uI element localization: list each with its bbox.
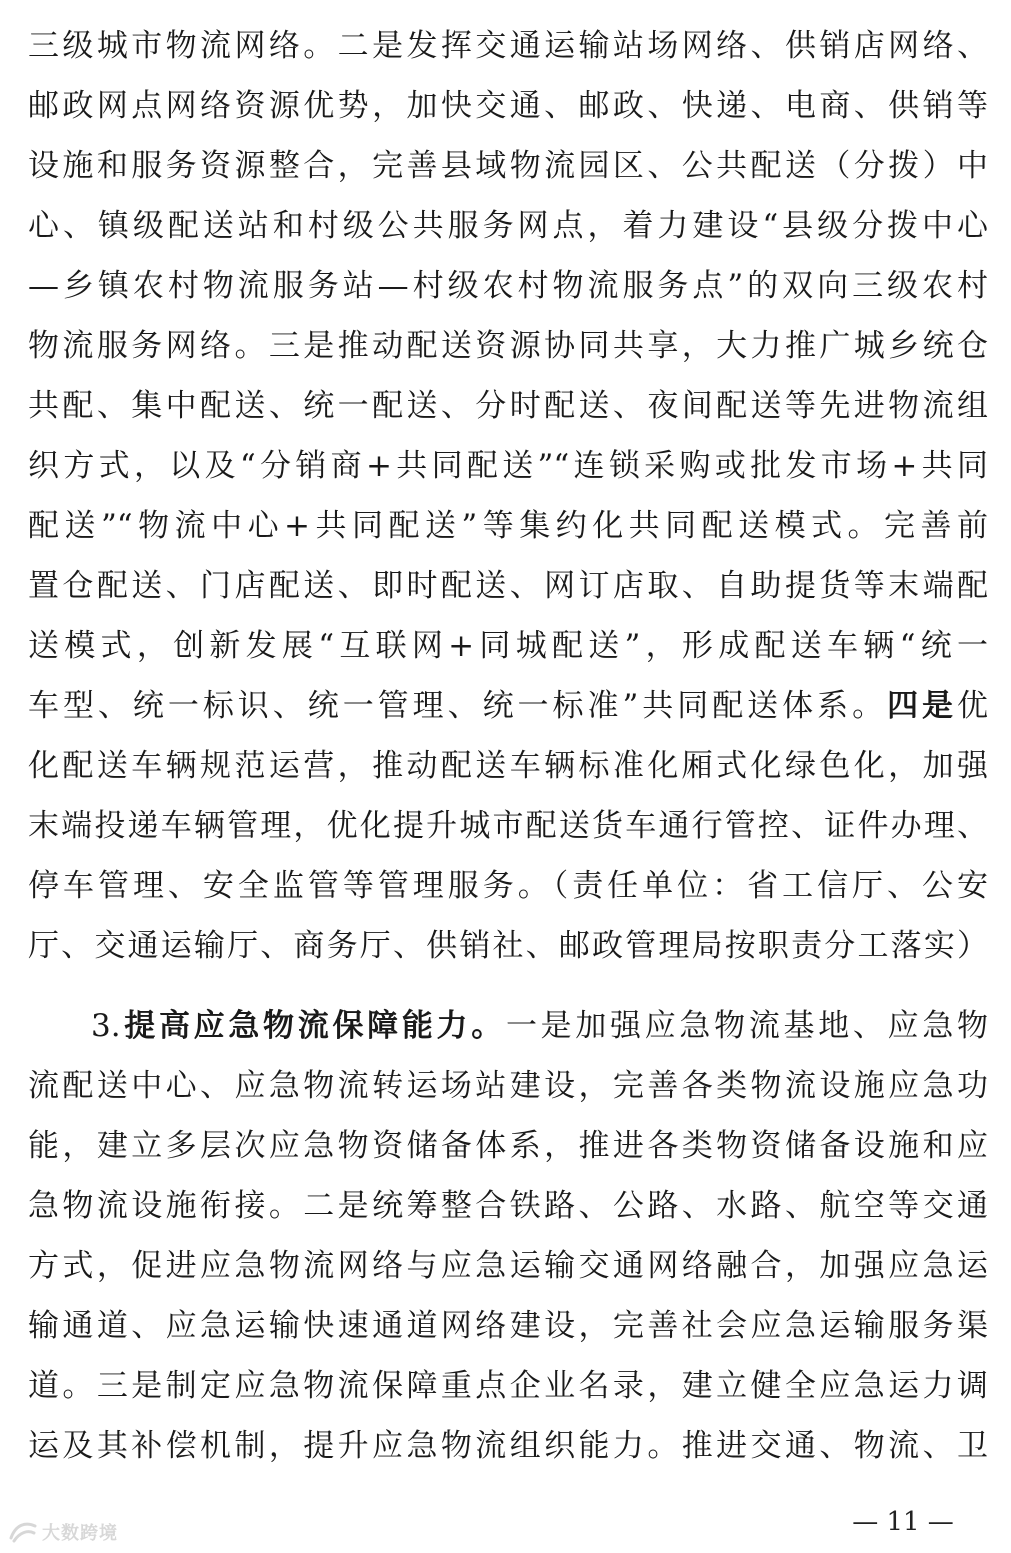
text-line: 共配、集中配送、统一配送、分时配送、夜间配送等先进物流组 — [28, 388, 988, 424]
text-line: 末端投递车辆管理，优化提升城市配送货车通行管控、证件办理、 — [28, 808, 988, 844]
text-line: 能，建立多层次应急物资储备体系，推进各类物资储备设施和应 — [28, 1128, 988, 1164]
text-line: 道。三是制定应急物流保障重点企业名录，建立健全应急运力调 — [28, 1368, 988, 1404]
text-line: 化配送车辆规范运营，推动配送车辆标准化厢式化绿色化，加强 — [28, 748, 988, 784]
text-line: 输通道、应急运输快速通道网络建设，完善社会应急运输服务渠 — [28, 1308, 988, 1344]
section-heading-line: 3.提高应急物流保障能力。一是加强应急物流基地、应急物 — [91, 1008, 989, 1044]
section-number: 3. — [91, 1008, 121, 1044]
text-line: 心、镇级配送站和村级公共服务网点，着力建设“县级分拨中心 — [28, 208, 988, 244]
section-heading: 提高应急物流保障能力。 — [120, 1008, 506, 1044]
text-line: 流配送中心、应急物流转运场站建设，完善各类物流设施应急功 — [28, 1068, 988, 1104]
text-line: 车型、统一标识、统一管理、统一标准”共同配送体系。四是优 — [28, 688, 988, 724]
text-line: 配送”“物流中心+共同配送”等集约化共同配送模式。完善前 — [28, 508, 988, 544]
text-line: 物流服务网络。三是推动配送资源协同共享，大力推广城乡统仓 — [28, 328, 988, 364]
text-line: 设施和服务资源整合，完善县域物流园区、公共配送（分拨）中 — [28, 148, 988, 184]
text-line: 运及其补偿机制，提升应急物流组织能力。推进交通、物流、卫 — [28, 1428, 988, 1464]
text-line: 三级城市物流网络。二是发挥交通运输站场网络、供销店网络、 — [28, 28, 988, 64]
text-line: 停车管理、安全监管等管理服务。（责任单位：省工信厅、公安 — [28, 868, 988, 904]
text-line: 厅、交通运输厅、商务厅、供销社、邮政管理局按职责分工落实） — [28, 928, 988, 964]
text-line: 置仓配送、门店配送、即时配送、网订店取、自助提货等末端配 — [28, 568, 988, 604]
text-line: 织方式，以及“分销商+共同配送”“连锁采购或批发市场+共同 — [28, 448, 988, 484]
page-number: — 11 — — [852, 1507, 954, 1537]
text-line: 急物流设施衔接。二是统筹整合铁路、公路、水路、航空等交通 — [28, 1188, 988, 1224]
watermark — [8, 1518, 118, 1546]
text-line: —乡镇农村物流服务站—村级农村物流服务点”的双向三级农村 — [28, 268, 988, 304]
text-line: 邮政网点网络资源优势，加快交通、邮政、快递、电商、供销等 — [28, 88, 988, 124]
brand-logo-icon — [8, 1520, 38, 1544]
watermark-text: 大数跨境 — [42, 1523, 118, 1544]
text-line: 送模式，创新发展“互联网+同城配送”，形成配送车辆“统一 — [28, 628, 988, 664]
bold-lead-phrase: 四是 — [887, 688, 957, 724]
text-line: 方式，促进应急物流网络与应急运输交通网络融合，加强应急运 — [28, 1248, 988, 1284]
